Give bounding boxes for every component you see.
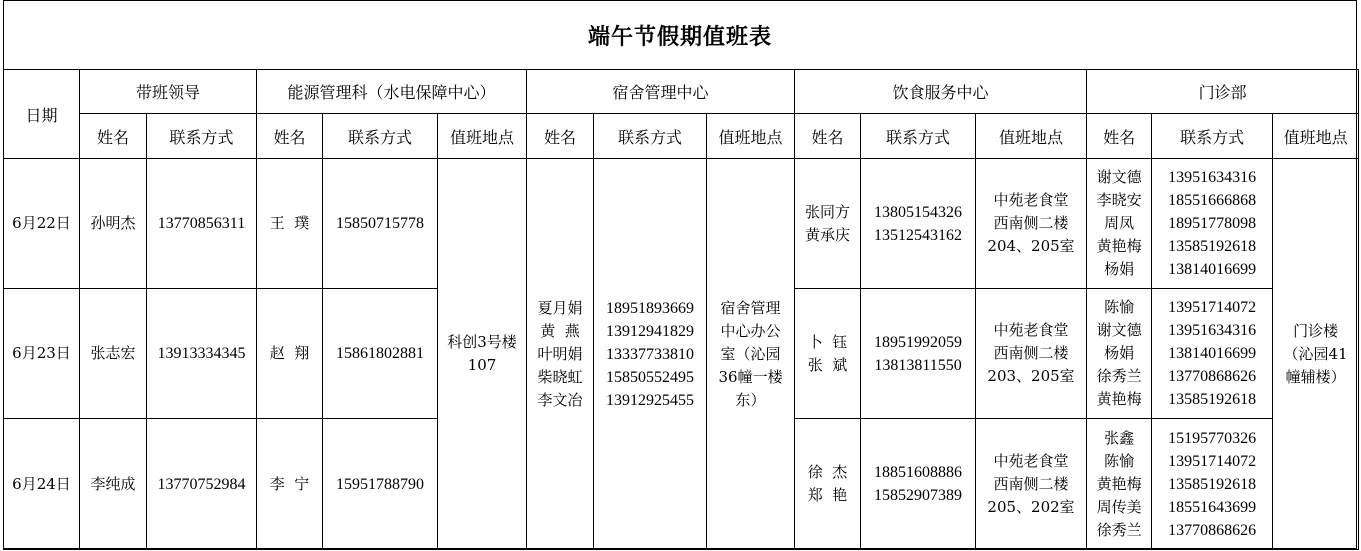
dorm-name: 叶明娟 bbox=[537, 344, 583, 363]
dorm-location-line: 东） bbox=[735, 390, 766, 409]
clinic-phone: 13951714072 bbox=[1168, 299, 1257, 316]
clinic-location-cell bbox=[1273, 159, 1359, 550]
food-name: 卜 钰 bbox=[807, 332, 848, 351]
header-energy-name: 姓名 bbox=[257, 114, 323, 159]
food-location-line: 中苑老食堂 bbox=[993, 321, 1069, 339]
clinic-name: 杨娟 bbox=[1104, 260, 1135, 278]
clinic-names-cell bbox=[1087, 159, 1152, 289]
header-group-energy: 能源管理科（水电保障中心） bbox=[257, 70, 527, 114]
clinic-phone: 13770868626 bbox=[1168, 521, 1257, 539]
clinic-phone: 13585192618 bbox=[1168, 475, 1257, 493]
food-location-line: 中苑老食堂 bbox=[993, 191, 1069, 209]
leader-phone-cell: 13770856311 bbox=[147, 159, 257, 289]
clinic-phone: 13951714072 bbox=[1168, 452, 1257, 470]
duty-table bbox=[3, 69, 1359, 550]
food-name: 张 斌 bbox=[807, 355, 848, 374]
header-clinic-name: 姓名 bbox=[1087, 114, 1152, 159]
dorm-name: 黄 燕 bbox=[540, 321, 580, 340]
header-group-clinic: 门诊部 bbox=[1087, 70, 1359, 114]
clinic-phone: 18951778098 bbox=[1168, 215, 1257, 232]
energy-name-cell: 李 宁 bbox=[257, 419, 323, 550]
energy-name-cell: 赵 翔 bbox=[257, 289, 323, 419]
food-location-cell bbox=[976, 159, 1087, 289]
header-clinic-location: 值班地点 bbox=[1273, 114, 1359, 159]
dorm-phone: 18951893669 bbox=[606, 299, 695, 317]
title-bar bbox=[4, 1, 1356, 70]
food-location-cell bbox=[976, 289, 1087, 419]
food-location-line: 中苑老食堂 bbox=[993, 451, 1069, 470]
energy-phone-cell: 15951788790 bbox=[323, 419, 438, 550]
clinic-phone: 15195770326 bbox=[1168, 429, 1257, 447]
dorm-location-line: 室（沁园 bbox=[720, 344, 781, 363]
header-food-name: 姓名 bbox=[795, 114, 861, 159]
table-row bbox=[4, 159, 1359, 289]
food-location-line: 204、205室 bbox=[987, 237, 1075, 255]
header-dorm-location: 值班地点 bbox=[707, 114, 795, 159]
food-names-cell bbox=[795, 419, 861, 550]
clinic-name: 黄艳梅 bbox=[1096, 390, 1142, 408]
header-group-food: 饮食服务中心 bbox=[795, 70, 1087, 114]
food-name: 徐 杰 bbox=[807, 463, 848, 481]
clinic-names-cell bbox=[1087, 419, 1152, 550]
dorm-names-cell bbox=[527, 159, 594, 550]
header-dorm-name: 姓名 bbox=[527, 114, 594, 159]
header-clinic-contact: 联系方式 bbox=[1152, 114, 1273, 159]
food-location-cell bbox=[976, 419, 1087, 550]
food-location-line: 西南侧二楼 bbox=[993, 474, 1069, 493]
dorm-name: 夏月娟 bbox=[537, 298, 583, 317]
energy-phone-cell: 15861802881 bbox=[323, 289, 438, 419]
energy-location-cell bbox=[438, 159, 527, 550]
clinic-phone: 18551666868 bbox=[1168, 192, 1257, 209]
clinic-name: 徐秀兰 bbox=[1096, 367, 1142, 385]
dorm-location-cell bbox=[707, 159, 795, 550]
clinic-phone: 18551643699 bbox=[1168, 498, 1257, 516]
clinic-name: 谢文德 bbox=[1096, 321, 1142, 339]
food-names-cell bbox=[795, 289, 861, 419]
clinic-name: 杨娟 bbox=[1104, 344, 1135, 362]
dorm-phones-cell bbox=[594, 159, 707, 550]
leader-phone-cell: 13913334345 bbox=[147, 289, 257, 419]
dorm-phone: 13912941829 bbox=[606, 322, 695, 340]
leader-name-cell: 张志宏 bbox=[80, 289, 147, 419]
header-row-fields bbox=[4, 114, 1359, 159]
clinic-phone: 13814016699 bbox=[1168, 345, 1257, 362]
clinic-name: 黄艳梅 bbox=[1096, 474, 1142, 493]
food-phones-cell bbox=[861, 419, 976, 550]
header-energy-contact: 联系方式 bbox=[323, 114, 438, 159]
leader-phone-cell: 13770752984 bbox=[147, 419, 257, 550]
food-phone: 18851608886 bbox=[874, 464, 963, 481]
food-name: 郑 艳 bbox=[807, 486, 848, 504]
header-row-groups bbox=[4, 70, 1359, 114]
clinic-phones-cell bbox=[1152, 159, 1273, 289]
dorm-location-line: 中心办公 bbox=[720, 321, 781, 340]
clinic-name: 周凤 bbox=[1104, 214, 1135, 232]
clinic-name: 张鑫 bbox=[1104, 428, 1135, 447]
food-location-line: 205、202室 bbox=[987, 497, 1075, 516]
header-dorm-contact: 联系方式 bbox=[594, 114, 707, 159]
clinic-phone: 13951634316 bbox=[1168, 322, 1257, 339]
dorm-location-line: 宿舍管理 bbox=[720, 298, 781, 317]
leader-name-cell: 孙明杰 bbox=[80, 159, 147, 289]
energy-location-line: 107 bbox=[467, 356, 497, 374]
header-group-dorm: 宿舍管理中心 bbox=[527, 70, 795, 114]
header-leader-contact: 联系方式 bbox=[147, 114, 257, 159]
food-phone: 18951992059 bbox=[874, 333, 963, 351]
clinic-name: 黄艳梅 bbox=[1096, 237, 1142, 255]
dorm-phone: 13912925455 bbox=[606, 391, 695, 409]
clinic-phones-cell bbox=[1152, 289, 1273, 419]
clinic-name: 周传美 bbox=[1096, 497, 1142, 516]
header-group-leader: 带班领导 bbox=[80, 70, 257, 114]
dorm-name: 李文冶 bbox=[537, 390, 583, 409]
header-leader-name: 姓名 bbox=[80, 114, 147, 159]
clinic-location-line: 幢辅楼） bbox=[1285, 367, 1346, 386]
clinic-names-cell bbox=[1087, 289, 1152, 419]
dorm-phone: 13337733810 bbox=[606, 345, 695, 363]
header-food-contact: 联系方式 bbox=[861, 114, 976, 159]
clinic-phone: 13951634316 bbox=[1168, 169, 1257, 186]
dorm-phone: 15850552495 bbox=[606, 368, 695, 386]
clinic-name: 陈愉 bbox=[1104, 298, 1135, 316]
clinic-phone: 13814016699 bbox=[1168, 261, 1257, 278]
clinic-location-line: （沁园41 bbox=[1283, 344, 1348, 363]
food-names-cell bbox=[795, 159, 861, 289]
food-phone: 13805154326 bbox=[874, 203, 963, 221]
clinic-phones-cell bbox=[1152, 419, 1273, 550]
clinic-location-line: 门诊楼 bbox=[1293, 321, 1339, 340]
clinic-name: 徐秀兰 bbox=[1096, 520, 1142, 539]
header-food-location: 值班地点 bbox=[976, 114, 1087, 159]
leader-name-cell: 李纯成 bbox=[80, 419, 147, 550]
clinic-name: 李晓安 bbox=[1096, 191, 1142, 209]
clinic-phone: 13585192618 bbox=[1168, 391, 1257, 408]
food-location-line: 西南侧二楼 bbox=[993, 214, 1069, 232]
date-cell: 6月24日 bbox=[4, 419, 80, 550]
food-phone: 13813811550 bbox=[874, 356, 962, 374]
food-phone: 13512543162 bbox=[874, 226, 963, 244]
energy-phone-cell: 15850715778 bbox=[323, 159, 438, 289]
food-phones-cell bbox=[861, 159, 976, 289]
food-name: 黄承庆 bbox=[805, 225, 851, 244]
food-phone: 15852907389 bbox=[874, 487, 963, 504]
dorm-name: 柴晓虹 bbox=[537, 367, 583, 386]
date-cell: 6月22日 bbox=[4, 159, 80, 289]
clinic-name: 谢文德 bbox=[1096, 168, 1142, 186]
energy-name-cell: 王 璞 bbox=[257, 159, 323, 289]
food-location-line: 203、205室 bbox=[987, 367, 1075, 385]
page-title: 端午节假期值班表 bbox=[587, 24, 772, 50]
food-location-line: 西南侧二楼 bbox=[993, 344, 1069, 362]
date-cell: 6月23日 bbox=[4, 289, 80, 419]
clinic-phone: 13770868626 bbox=[1168, 368, 1257, 385]
header-date: 日期 bbox=[4, 70, 80, 159]
clinic-name: 陈愉 bbox=[1104, 451, 1135, 470]
duty-sheet bbox=[3, 0, 1357, 549]
energy-location-line: 科创3号楼 bbox=[447, 333, 517, 351]
clinic-phone: 13585192618 bbox=[1168, 238, 1257, 255]
dorm-location-line: 36幢一楼 bbox=[718, 367, 783, 386]
header-energy-location: 值班地点 bbox=[438, 114, 527, 159]
food-phones-cell bbox=[861, 289, 976, 419]
food-name: 张同方 bbox=[805, 202, 851, 221]
